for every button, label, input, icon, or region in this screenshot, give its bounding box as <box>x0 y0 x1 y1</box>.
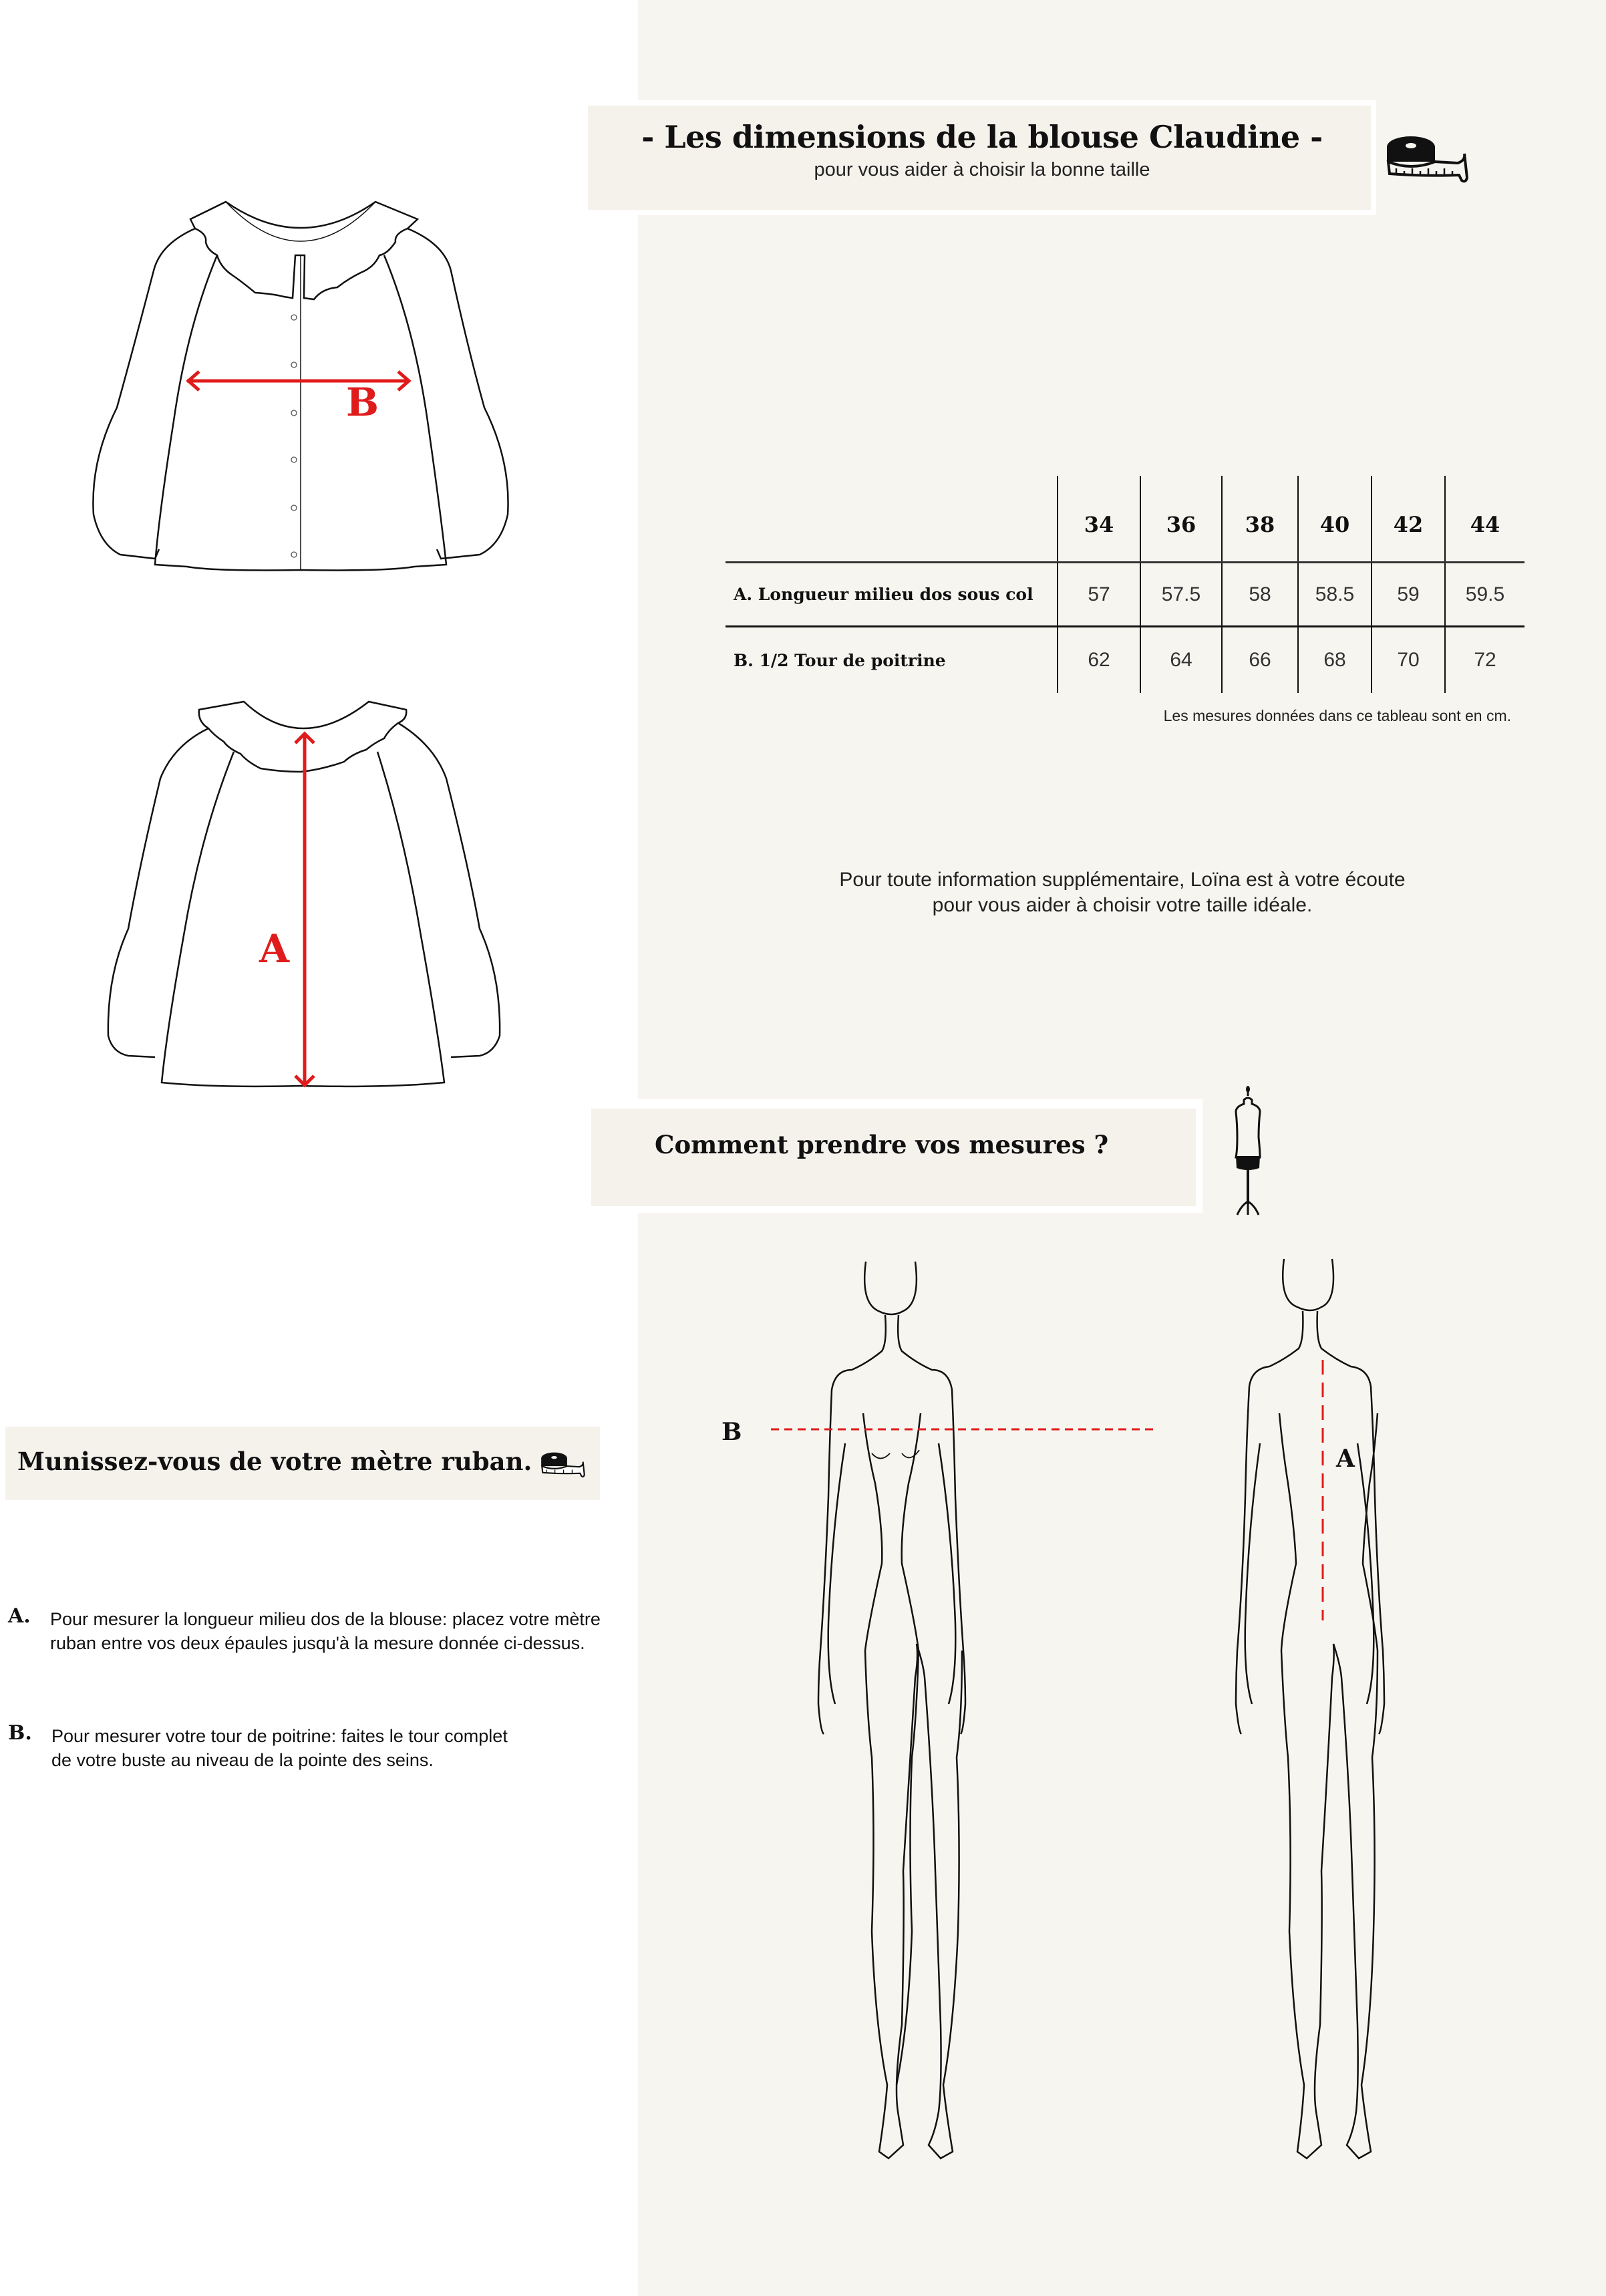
size-header: 38 <box>1222 476 1298 563</box>
title-box <box>588 100 1376 215</box>
left-leg <box>863 1413 917 2158</box>
table-cell: 64 <box>1140 627 1222 694</box>
table-cell: 59.5 <box>1445 563 1524 627</box>
figure-back-drawing <box>1169 1250 1543 2225</box>
table-cell: 58.5 <box>1298 563 1372 627</box>
size-header: 44 <box>1445 476 1524 563</box>
table-cell: 58 <box>1222 563 1298 627</box>
neckline <box>226 202 375 241</box>
blouse-back-label: A <box>259 926 290 972</box>
tape-instruction-box <box>5 1427 600 1500</box>
step-letter: A. <box>8 1604 31 1628</box>
blouse-back-drawing <box>80 682 521 1109</box>
row-label: B. 1/2 Tour de poitrine <box>726 627 1058 694</box>
size-header: 36 <box>1140 476 1222 563</box>
figure-front-drawing <box>708 1250 1056 2225</box>
table-cell: 68 <box>1298 627 1372 694</box>
measuring-tape-icon <box>1384 134 1471 187</box>
table-cell: 57.5 <box>1140 563 1222 627</box>
left-arm-inner <box>828 1443 845 1704</box>
dress-form-icon <box>1228 1084 1268 1217</box>
right-leg <box>917 1644 962 2158</box>
table-unit-note: Les mesures données dans ce tableau sont en cm. <box>1163 707 1511 724</box>
size-header: 42 <box>1372 476 1445 563</box>
info-line-1: Pour toute information supplémentaire, Loïna est à votre écoute <box>839 869 1406 891</box>
left-leg <box>1279 1413 1334 2158</box>
size-header: 40 <box>1298 476 1372 563</box>
how-to-box <box>591 1099 1202 1213</box>
how-to-title: Comment prendre vos mesures ? <box>655 1130 1109 1159</box>
figure-back-label: A <box>1336 1445 1355 1473</box>
header-empty <box>726 476 1058 563</box>
info-line-2: pour vous aider à choisir votre taille idéale. <box>932 894 1313 916</box>
tape-instruction-title: Munissez-vous de votre mètre ruban. <box>17 1447 532 1476</box>
right-leg <box>1333 1413 1378 2158</box>
left-arm-inner <box>1245 1443 1260 1704</box>
buttons <box>291 315 297 557</box>
figure-front-body <box>818 1262 965 2158</box>
table-cell: 59 <box>1372 563 1445 627</box>
head <box>864 1262 917 1314</box>
right-arm-outer <box>1317 1311 1384 1734</box>
info-text <box>788 867 1456 918</box>
size-header-row <box>726 476 1524 563</box>
row-label: A. Longueur milieu dos sous col <box>726 563 1058 627</box>
collar <box>190 202 418 299</box>
page-title: - Les dimensions de la blouse Claudine - <box>641 119 1323 155</box>
right-arm-inner <box>939 1443 955 1704</box>
measuring-tape-icon <box>540 1450 587 1481</box>
left-sleeve <box>93 229 195 559</box>
table-row <box>726 627 1524 694</box>
size-table <box>726 476 1524 693</box>
blouse-front-drawing <box>80 180 521 608</box>
figure-back-body <box>1236 1259 1384 2158</box>
blouse-front-label: B <box>346 380 379 425</box>
step-text: Pour mesurer la longueur milieu dos de la blouse: placez votre mètre ruban entre vos deux épaules jusqu'à la mesure donnée ci-dessus. <box>50 1609 601 1653</box>
table-cell: 57 <box>1058 563 1140 627</box>
table-cell: 70 <box>1372 627 1445 694</box>
table-row <box>726 563 1524 627</box>
left-arm-outer <box>818 1315 886 1734</box>
left-sleeve <box>108 728 208 1057</box>
step-text: Pour mesurer votre tour de poitrine: faites le tour complet de votre buste au niveau de la pointe des seins. <box>51 1726 508 1770</box>
left-bust <box>872 1453 890 1459</box>
length-arrow <box>295 734 314 1085</box>
figure-front-label: B <box>721 1418 742 1446</box>
right-arm-outer <box>898 1315 965 1734</box>
table-cell: 66 <box>1222 627 1298 694</box>
page-subtitle: pour vous aider à choisir la bonne taille <box>814 159 1150 180</box>
right-bust <box>902 1450 919 1457</box>
step-letter: B. <box>8 1721 32 1745</box>
table-cell: 72 <box>1445 627 1524 694</box>
right-hip <box>897 1413 921 2085</box>
size-header: 34 <box>1058 476 1140 563</box>
table-cell: 62 <box>1058 627 1140 694</box>
head <box>1283 1259 1333 1310</box>
